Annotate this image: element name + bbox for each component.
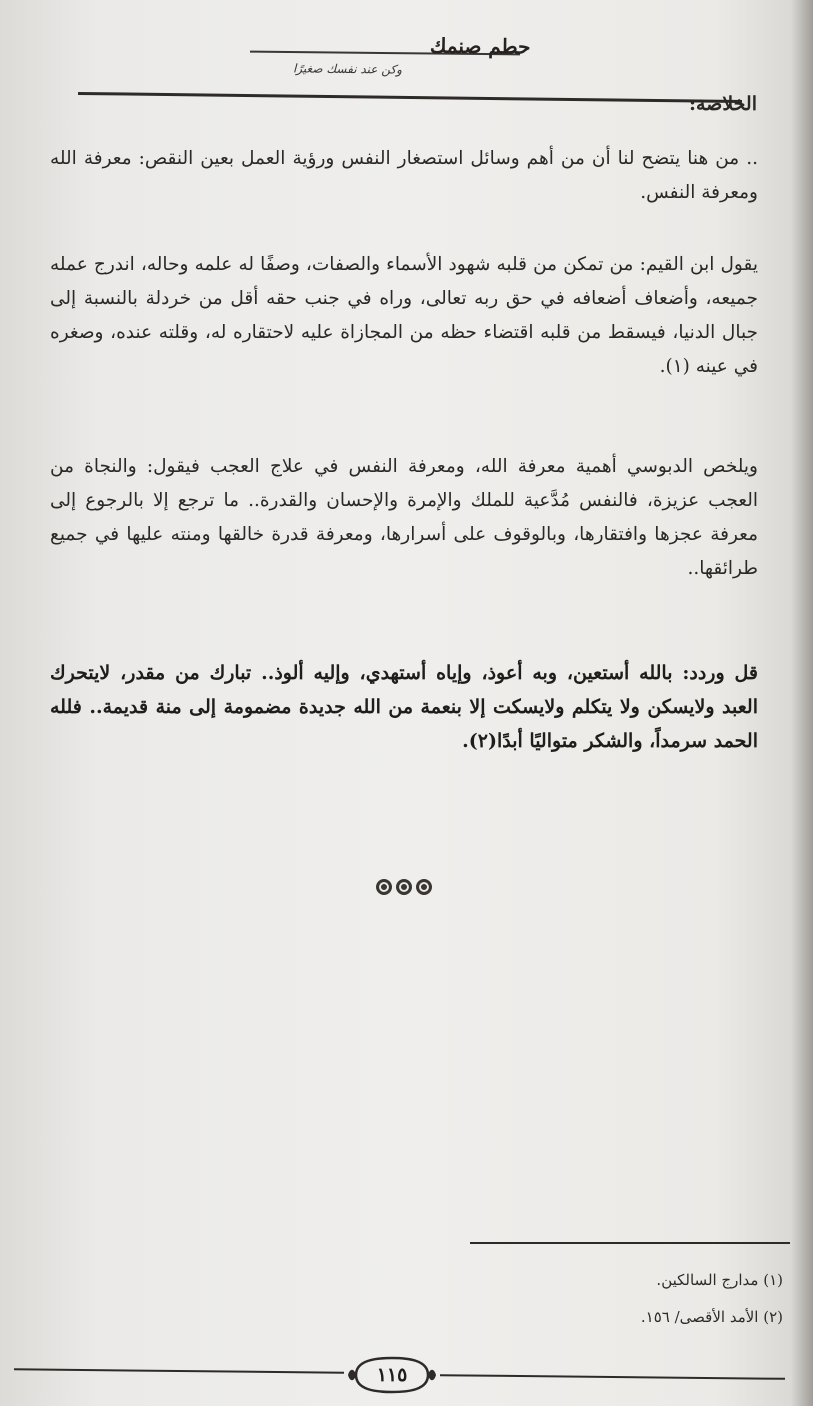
paragraph-3: ويلخص الدبوسي أهمية معرفة الله، ومعرفة النفس في علاج العجب فيقول: والنجاة من العجب عزيزة، فالنفس مُدَّعية للملك والإمرة والإحسان والقدرة.. ما ترجع إلا بالرجوع إلى معرفة عجزها وافتقارها، وبالوقوف على أسرارها، ومعرفة قدرة خالقها ومنته عليها في جميع طرائقها.. xyxy=(50,456,758,579)
paragraph-4: قل وردد: بالله أستعين، وبه أعوذ، وإياه أستهدي، وإليه ألوذ.. تبارك من مقدر، لايتحرك العبد ولايسكن ولا يتكلم ولايسكت إلا بنعمة من الله جديدة مضمومة إلى منة قديمة.. فلله الحمد سرمداً، والشكر متواليًا أبدًا(٢). xyxy=(50,662,758,752)
header-rule xyxy=(78,92,742,103)
paragraph-2: يقول ابن القيم: من تمكن من قلبه شهود الأسماء والصفات، وصفًا له علمه وحاله، اندرج عمله جميعه، وأضعاف أضعافه في حق ربه تعالى، وراه في جنب حقه أقل من خردلة بالنسبة إلى جبال الدنيا، فيسقط من قلبه اقتضاء حظه من المجازاة عليه لاحتقاره له، وقلته عنده، وصغره في عينه (١). xyxy=(50,254,758,377)
footer-rule-left xyxy=(14,1368,344,1373)
paragraph-1: .. من هنا يتضح لنا أن من أهم وسائل استصغار النفس ورؤية العمل بعين النقص: معرفة الله ومعرفة النفس. xyxy=(50,148,758,203)
footnote-2: (٢) الأمد الأقصى/ ١٥٦. xyxy=(640,1308,783,1326)
footnote-rule xyxy=(470,1242,790,1244)
page-spine-shadow xyxy=(791,0,813,1406)
ornament-flower-icon xyxy=(416,879,432,895)
page-number: ١١٥ xyxy=(376,1364,408,1386)
footnotes xyxy=(263,1262,783,1336)
page-number-badge xyxy=(346,1354,438,1396)
footer-rule-right xyxy=(440,1374,785,1380)
running-subtitle: وكن عند نفسك صغيرًا xyxy=(292,61,403,77)
ornament-flower-icon xyxy=(396,879,412,895)
page-footer xyxy=(0,1350,813,1406)
footnote-1: (١) مدارج السالكين. xyxy=(656,1271,783,1289)
running-title: حطم صنمك xyxy=(429,33,531,59)
section-end-ornament xyxy=(364,872,444,902)
running-header xyxy=(70,30,750,110)
section-heading: الخلاصة: xyxy=(688,93,757,115)
ornament-flower-icon xyxy=(376,879,392,895)
